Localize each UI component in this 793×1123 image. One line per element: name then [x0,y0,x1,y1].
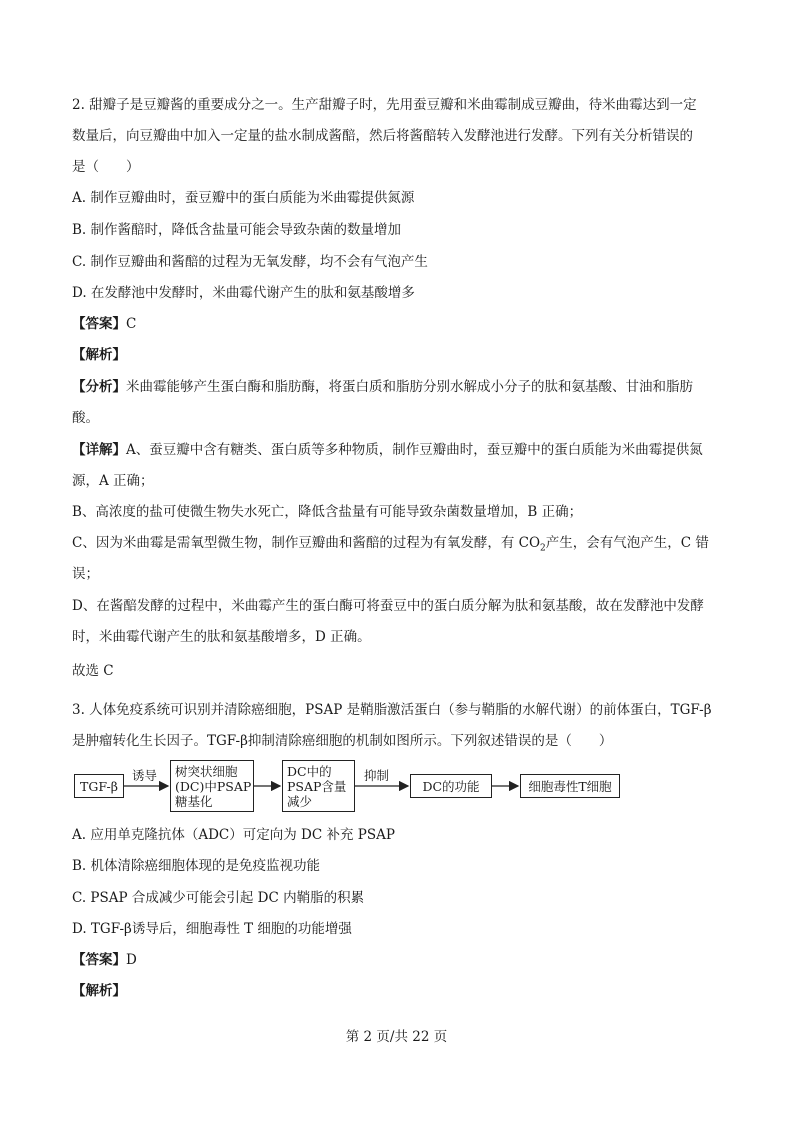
box3-line2: PSAP含量 [287,778,347,794]
q2-xiangjie-line1 [72,441,703,459]
answer-value: D [126,952,137,968]
q3-stem-line2: 是肿瘤转化生长因子。TGF-β抑制清除癌细胞的机制如图所示。下列叙述错误的是（ ） [72,733,613,749]
box-cytotoxic-t-cell: 细胞毒性T细胞 [520,774,620,798]
q2-stem-line3: 是（ ） [72,159,140,175]
q2-fenxi-line1 [72,378,693,396]
page-number-footer: 第 2 页/共 22 页 [345,1029,448,1045]
q2-option-b: B. 制作酱醅时，降低含盐量可能会导致杂菌的数量增加 [72,222,402,238]
q2-option-c: C. 制作豆瓣曲和酱醅的过程为无氧发酵，均不会有气泡产生 [72,254,428,270]
box-dc-function: DC的功能 [410,774,492,798]
q2-xiangjie-line4 [72,534,709,558]
q2-xiangjie-line3: B、高浓度的盐可使微生物失水死亡，降低含盐量有可能导致杂菌数量增加，B 正确； [72,504,583,520]
box-dc-psap-decrease [282,760,355,812]
fenxi-tag: 【分析】 [72,379,126,395]
answer-tag: 【答案】 [72,316,126,332]
analysis-tag: 【解析】 [72,983,126,999]
box2-line3: 糖基化 [175,793,213,809]
q2-xiangjie-line5: 误； [72,566,99,582]
q2-xiangjie-line2: 源，A 正确； [72,473,154,489]
q2-option-d: D. 在发酵池中发酵时，米曲霉代谢产生的肽和氨基酸增多 [72,285,415,301]
label-induce: 诱导 [132,768,158,783]
analysis-tag: 【解析】 [72,347,126,363]
q2-xiangjie-line6: D、在酱醅发酵的过程中，米曲霉产生的蛋白酶可将蚕豆中的蛋白质分解为肽和氨基酸，故在发酵池中发酵 [72,598,704,614]
q3-analysis-heading [72,982,126,1000]
xiangjie-tag: 【详解】 [72,442,126,458]
q2-analysis-heading [72,346,126,364]
q3-stem-line1: 3. 人体免疫系统可识别并清除癌细胞，PSAP 是鞘脂激活蛋白（参与鞘脂的水解代谢）的前体蛋白，TGF-β [72,702,712,718]
box3-line1: DC中的 [287,763,332,779]
q3-option-a: A. 应用单克隆抗体（ADC）可定向为 DC 补充 PSAP [72,827,395,843]
fenxi-text: 米曲霉能够产生蛋白酶和脂肪酶，将蛋白质和脂肪分别水解成小分子的肽和氨基酸、甘油和脂肪 [126,379,693,395]
q3-answer [72,951,137,969]
xiangjie-c-text: C、因为米曲霉是需氧型微生物，制作豆瓣曲和酱醅的过程为有氧发酵，有 CO [72,535,541,551]
q3-option-d: D. TGF-β诱导后，细胞毒性 T 细胞的功能增强 [72,921,352,937]
q2-answer [72,315,136,333]
q2-conclusion: 故选 C [72,663,114,679]
q2-stem-line2: 数量后，向豆瓣曲中加入一定量的盐水制成酱醅，然后将酱醅转入发酵池进行发酵。下列有关分析错误的 [72,128,693,144]
answer-value: C [126,316,137,332]
q2-stem-line1: 2. 甜瓣子是豆瓣酱的重要成分之一。生产甜瓣子时，先用蚕豆瓣和米曲霉制成豆瓣曲，待米曲霉达到一定 [72,97,697,113]
q3-option-c: C. PSAP 合成减少可能会引起 DC 内鞘脂的积累 [72,890,365,906]
xiangjie-text: A、蚕豆瓣中含有糖类、蛋白质等多种物质，制作豆瓣曲时，蚕豆瓣中的蛋白质能为米曲霉提供氮 [126,442,703,458]
box-dc-psap-glycosylation [170,760,254,812]
box2-line2: (DC)中PSAP [175,778,252,794]
box2-line1: 树突状细胞 [175,763,238,779]
q3-mechanism-diagram [72,760,632,816]
answer-tag: 【答案】 [72,952,126,968]
co2-subscript: 2 [540,543,546,554]
q2-option-a: A. 制作豆瓣曲时，蚕豆瓣中的蛋白质能为米曲霉提供氮源 [72,190,415,206]
q2-xiangjie-line7: 时，米曲霉代谢产生的肽和氨基酸增多，D 正确。 [72,629,371,645]
xiangjie-c-text-cont: 产生，会有气泡产生，C 错 [545,535,709,551]
box-tgf-beta: TGF-β [74,774,124,798]
q3-option-b: B. 机体清除癌细胞体现的是免疫监视功能 [72,858,321,874]
box3-line3: 减少 [287,793,313,809]
label-inhibit: 抑制 [364,768,390,783]
q2-fenxi-line2: 酸。 [72,410,99,426]
